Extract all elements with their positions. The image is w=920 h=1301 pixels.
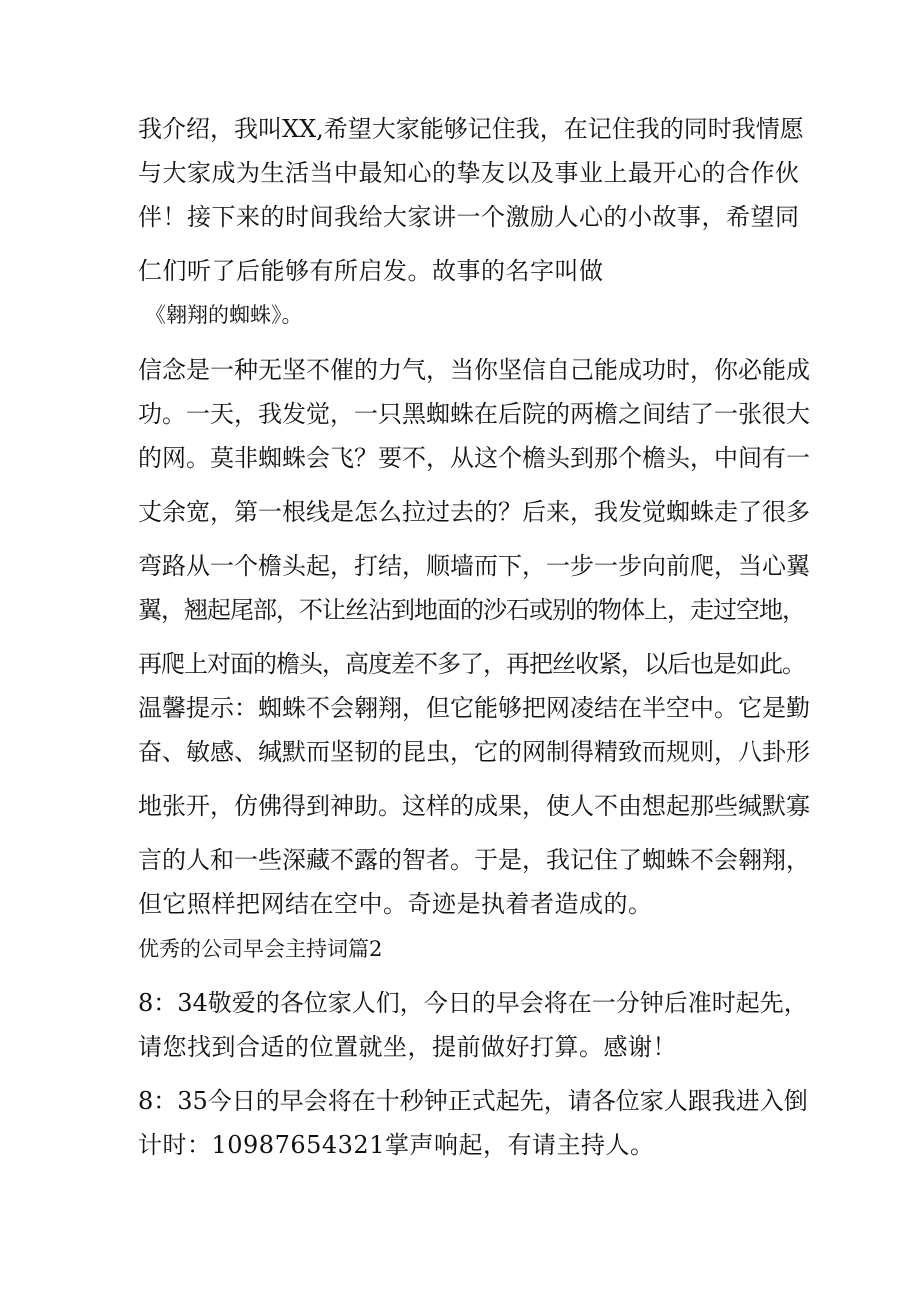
text-line: 言的人和一些深藏不露的智者。于是，我记住了蜘蛛不会翱翔， bbox=[138, 846, 810, 874]
text-line: 8：34敬爱的各位家人们，今日的早会将在一分钟后准时起先， bbox=[138, 989, 808, 1017]
section-heading: 优秀的公司早会主持词篇2 bbox=[138, 937, 383, 961]
text-line: 我介绍，我叫XX,希望大家能够记住我，在记住我的同时我情愿 bbox=[138, 115, 804, 143]
text-line: 功。一天，我发觉，一只黑蜘蛛在后院的两檐之间结了一张很大 bbox=[138, 400, 810, 428]
text-line: 翼，翘起尾部，不让丝沾到地面的沙石或别的物体上，走过空地， bbox=[138, 596, 805, 624]
text-line: 8：35今日的早会将在十秒钟正式起先，请各位家人跟我进入倒 bbox=[138, 1087, 808, 1115]
text-line: 温馨提示：蜘蛛不会翱翔，但它能够把网凌结在半空中。它是勤 bbox=[138, 694, 810, 722]
text-line: 的网。莫非蜘蛛会飞？要不，从这个檐头到那个檐头，中间有一 bbox=[138, 444, 810, 472]
text-line: 与大家成为生活当中最知心的挚友以及事业上最开心的合作伙 bbox=[138, 159, 800, 187]
text-line: 请您找到合适的位置就坐，提前做好打算。感谢！ bbox=[138, 1033, 677, 1061]
text-line: 计时：10987654321掌声响起，有请主持人。 bbox=[138, 1131, 655, 1159]
text-line: 再爬上对面的檐头，高度差不多了，再把丝收紧，以后也是如此。 bbox=[138, 650, 805, 678]
text-line: 弯路从一个檐头起，打结，顺墙而下，一步一步向前爬，当心翼 bbox=[138, 552, 810, 580]
text-line: 伴！接下来的时间我给大家讲一个激励人心的小故事，希望同 bbox=[138, 203, 800, 231]
text-line: 但它照样把网结在空中。奇迹是执着者造成的。 bbox=[138, 890, 653, 918]
story-title: 《翱翔的蜘蛛》。 bbox=[145, 303, 303, 327]
text-line: 信念是一种无坚不催的力气，当你坚信自己能成功时，你必能成 bbox=[138, 356, 810, 384]
text-line: 奋、敏感、缄默而坚韧的昆虫，它的网制得精致而规则，八卦形 bbox=[138, 738, 810, 766]
text-line: 地张开，仿佛得到神助。这样的成果，使人不由想起那些缄默寡 bbox=[138, 792, 810, 820]
text-line: 仁们听了后能够有所启发。故事的名字叫做 bbox=[138, 257, 604, 285]
text-line: 丈余宽，第一根线是怎么拉过去的？后来，我发觉蜘蛛走了很多 bbox=[138, 498, 810, 526]
